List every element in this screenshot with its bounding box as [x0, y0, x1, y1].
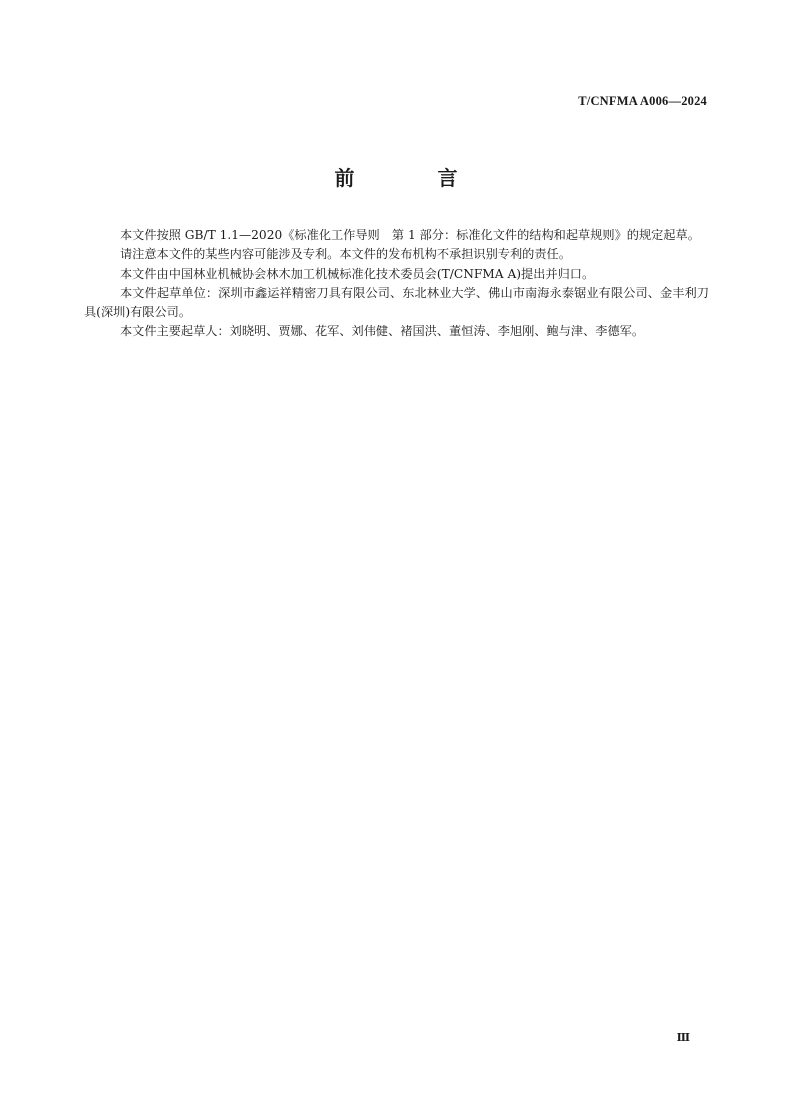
page-title: 前 言 — [334, 166, 496, 190]
document-code: T/CNFMA A006—2024 — [578, 94, 707, 108]
paragraph-drafting-rules: 本文件按照 GB/T 1.1—2020《标准化工作导则 第 1 部分：标准化文件的结构和起草规则》的规定起草。 — [120, 228, 700, 242]
foreword-body — [84, 226, 709, 342]
paragraph-proposer: 本文件由中国林业机械协会林木加工机械标准化技术委员会(T/CNFMA A)提出并归口。 — [120, 266, 595, 281]
paragraph-patent-notice: 请注意本文件的某些内容可能涉及专利。本文件的发布机构不承担识别专利的责任。 — [120, 247, 571, 262]
paragraph-drafting-units: 本文件起草单位：深圳市鑫运祥精密刀具有限公司、东北林业大学、佛山市南海永泰锯业有限公司、金丰利刀具(深圳)有限公司。 — [84, 285, 709, 320]
page-number: Ⅲ — [676, 1032, 690, 1044]
paragraph-drafters: 本文件主要起草人：刘晓明、贾娜、花军、刘伟健、褚国洪、董恒涛、李旭刚、鲍与津、李德军。 — [120, 324, 645, 339]
